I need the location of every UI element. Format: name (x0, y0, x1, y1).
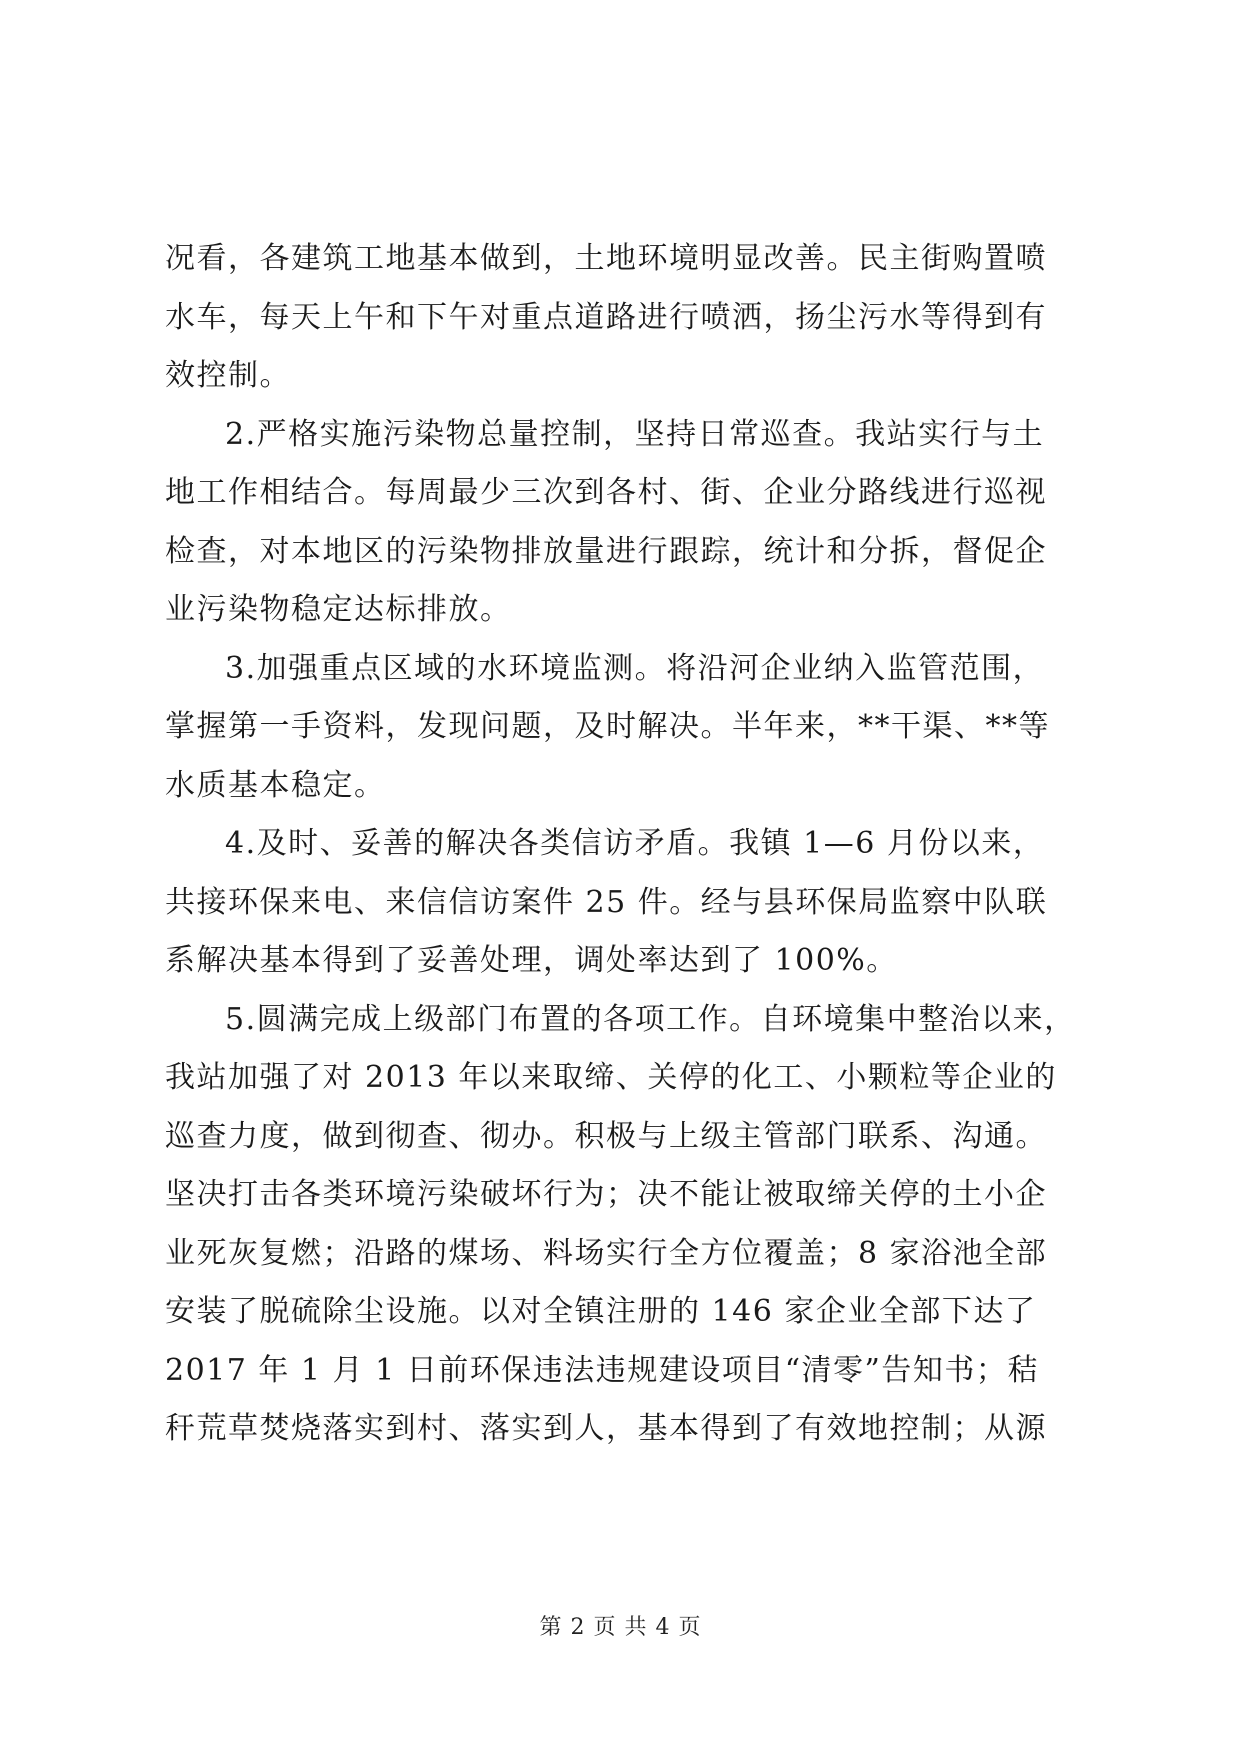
text-line: 我站加强了对 2013 年以来取缔、关停的化工、小颗粒等企业的 (165, 1060, 1057, 1095)
text-line: 业死灰复燃；沿路的煤场、料场实行全方位覆盖；8 家浴池全部 (165, 1235, 1048, 1271)
text-line: 共接环保来电、来信信访案件 25 件。经与县环保局监察中队联 (165, 884, 1048, 920)
text-line: 2017 年 1 月 1 日前环保违法违规建设项目“清零”告知书；秸 (165, 1352, 1039, 1388)
text-line: 业污染物稳定达标排放。 (165, 592, 512, 627)
text-line: 系解决基本得到了妥善处理，调处率达到了 100%。 (165, 943, 898, 978)
text-line: 巡查力度，做到彻查、彻办。积极与上级主管部门联系、沟通。 (165, 1118, 1047, 1154)
text-line: 掌握第一手资料，发现问题，及时解决。半年来，**干渠、**等 (165, 709, 1050, 744)
paragraph-5-start: 5.圆满完成上级部门布置的各项工作。自环境集中整治以来， (225, 1001, 1076, 1037)
paragraph-4-start: 4.及时、妥善的解决各类信访矛盾。我镇 1—6 月份以来， (225, 826, 1045, 861)
text-line: 检查，对本地区的污染物排放量进行跟踪，统计和分拆，督促企 (165, 533, 1047, 569)
paragraph-2-start: 2.严格实施污染物总量控制，坚持日常巡查。我站实行与土 (225, 416, 1045, 452)
paragraph-3-start: 3.加强重点区域的水环境监测。将沿河企业纳入监管范围， (225, 650, 1045, 686)
text-line: 安装了脱硫除尘设施。以对全镇注册的 146 家企业全部下达了 (165, 1294, 1037, 1329)
document-body (165, 230, 1085, 1459)
page-number-footer: 第 2 页 共 4 页 (539, 1615, 702, 1640)
text-line: 水质基本稳定。 (165, 767, 386, 803)
text-line: 秆荒草焚烧落实到村、落实到人，基本得到了有效地控制；从源 (165, 1411, 1047, 1446)
text-line: 况看，各建筑工地基本做到，土地环境明显改善。民主街购置喷 (165, 241, 1047, 276)
text-line: 地工作相结合。每周最少三次到各村、街、企业分路线进行巡视 (165, 475, 1047, 510)
text-line: 坚决打击各类环境污染破坏行为；决不能让被取缔关停的土小企 (165, 1177, 1047, 1212)
text-line: 效控制。 (165, 358, 291, 393)
text-line: 水车，每天上午和下午对重点道路进行喷洒，扬尘污水等得到有 (165, 299, 1047, 335)
